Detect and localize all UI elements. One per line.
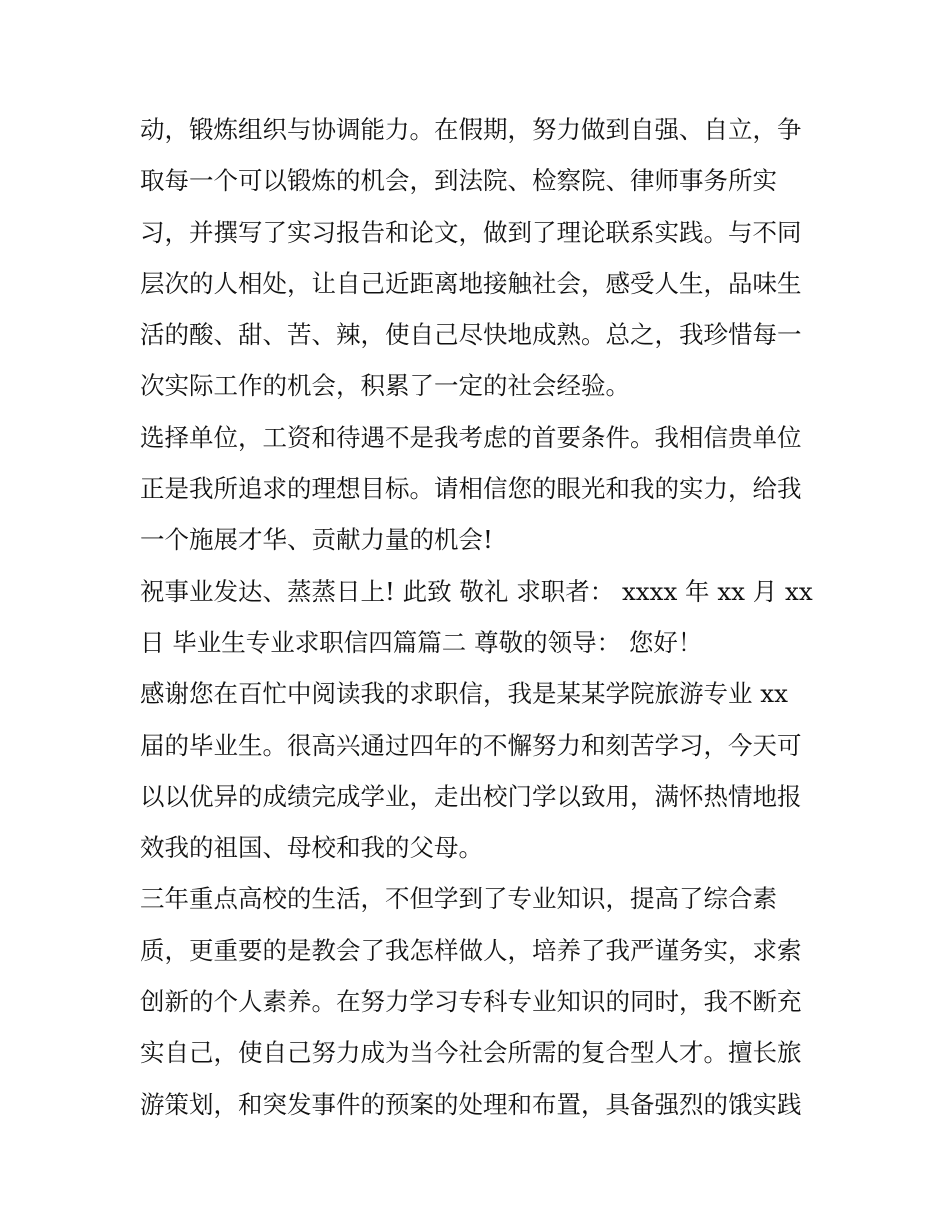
text-line: 效我的祖国、母校和我的父母。: [140, 833, 483, 863]
text-line: 一个施展才华、贡献力量的机会!: [140, 525, 493, 555]
text-line: 日 毕业生专业求职信四篇篇二 尊敬的领导： 您好！: [140, 627, 703, 657]
text-line: 选择单位，工资和待遇不是我考虑的首要条件。我相信贵单位: [140, 422, 802, 452]
text-line: 活的酸、甜、苦、辣，使自己尽快地成熟。总之，我珍惜每一: [140, 320, 802, 350]
text-line: 习，并撰写了实习报告和论文，做到了理论联系实践。与不同: [140, 217, 802, 247]
text-line: 实自己，使自己努力成为当今社会所需的复合型人才。擅长旅: [140, 1038, 802, 1068]
text-line: 质，更重要的是教会了我怎样做人，培养了我严谨务实，求索: [140, 935, 802, 965]
text-line: 创新的个人素养。在努力学习专科专业知识的同时，我不断充: [140, 987, 802, 1017]
text-line: 届的毕业生。很高兴通过四年的不懈努力和刻苦学习，今天可: [140, 730, 802, 760]
text-line: 动，锻炼组织与协调能力。在假期，努力做到自强、自立，争: [140, 115, 802, 144]
text-line: 取每一个可以锻炼的机会，到法院、检察院、律师事务所实: [140, 166, 777, 196]
text-line: 感谢您在百忙中阅读我的求职信，我是某某学院旅游专业 xx: [140, 679, 788, 709]
text-line: 以以优异的成绩完成学业，走出校门学以致用，满怀热情地报: [140, 781, 802, 811]
text-line: 层次的人相处，让自己近距离地接触社会，感受人生，品味生: [140, 268, 802, 298]
letter-body: [140, 104, 820, 1130]
text-line: 正是我所追求的理想目标。请相信您的眼光和我的实力，给我: [140, 474, 802, 504]
text-line: 三年重点高校的生活，不但学到了专业知识，提高了综合素: [140, 884, 777, 914]
text-line: 游策划，和突发事件的预案的处理和布置，具备强烈的饿实践: [140, 1089, 802, 1119]
text-line: 祝事业发达、蒸蒸日上! 此致 敬礼 求职者： xxxx 年 xx 月 xx: [140, 576, 813, 606]
text-line: 次实际工作的机会，积累了一定的社会经验。: [140, 371, 630, 401]
